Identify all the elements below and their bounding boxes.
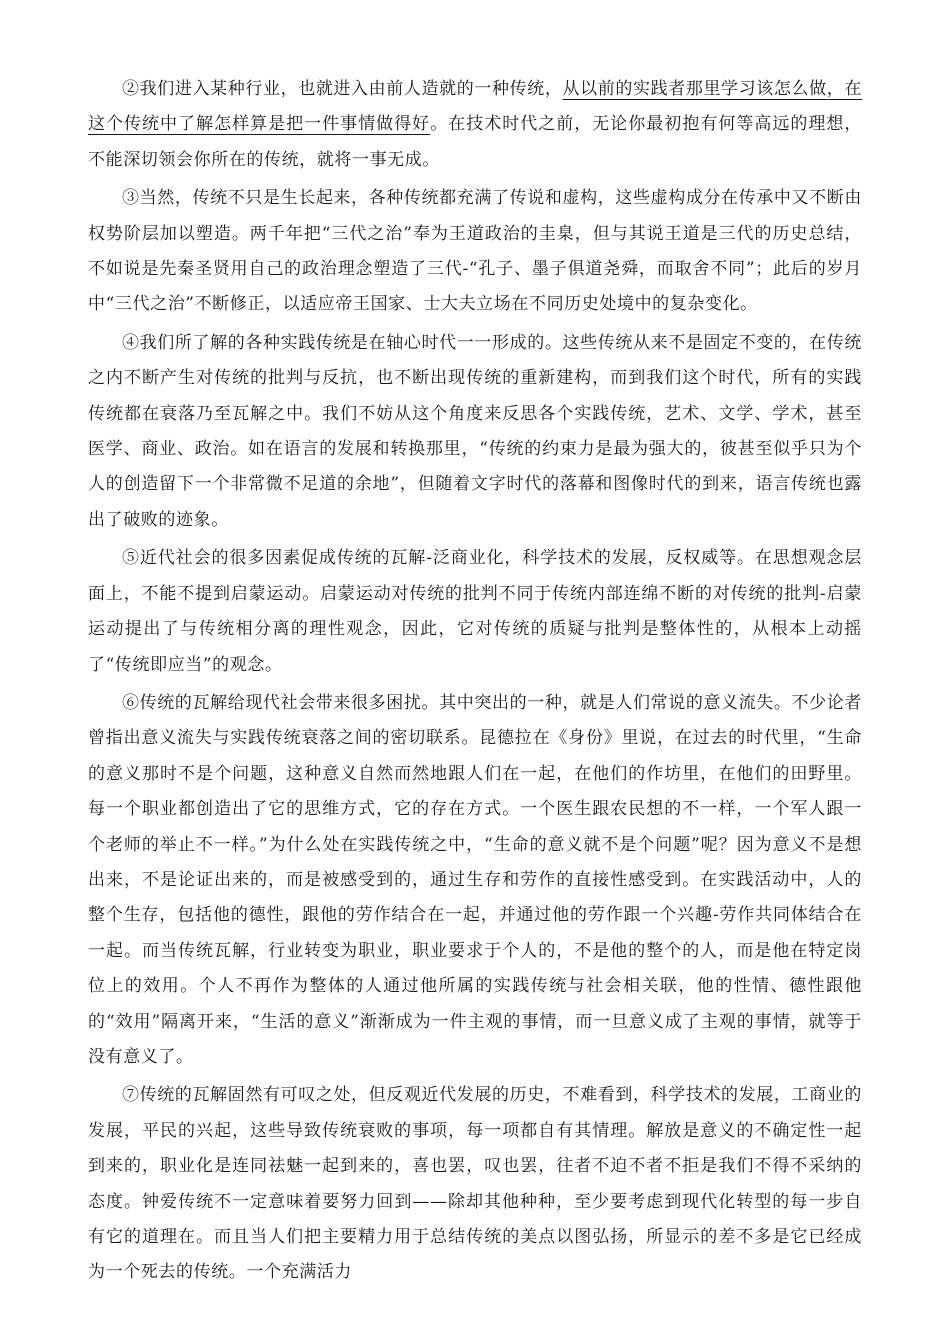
paragraph-7: ⑦传统的瓦解固然有可叹之处，但反观近代发展的历史，不难看到，科学技术的发展，工商业的发展，平民的兴起，这些导致传统衰败的事项，每一项都自有其情理。解放是意义的不确定性一起到来的，职业化是连同祛魅一起到来的，喜也罢，叹也罢，往者不迫不者不拒是我们不得不采纳的态度。钟爱传统不一定意味着要努力回到——除却其他种种，至少要考虑到现代化转型的每一步自有它的道理在。而且当人们把主要精力用于总结传统的美点以图弘扬，所显示的差不多是它已经成为一个死去的传统。一个充满活力 [88,1085,862,1283]
paragraph-2-underlined-sentence: 从以前的实践者那里学习该怎么做，在这个传统中了解怎样算是把一件事情做得好 [88,79,862,135]
paragraph-4: ④我们所了解的各种实践传统是在轴心时代一一形成的。这些传统从来不是固定不变的，在传统之内不断产生对传统的批判与反抗，也不断出现传统的重新建构，而到我们这个时代，所有的实践传统都在衰落乃至瓦解之中。我们不妨从这个角度来反思各个实践传统，艺术、文学、学术，甚至医学、商业、政治。如在语言的发展和转换那里，“传统的约束力是最为强大的，彼甚至似乎只为个人的创造留下一个非常微不足道的余地”，但随着文字时代的落幕和图像时代的到来，语言传统也露出了破败的迹象。 [88,332,862,530]
paragraph-6: ⑥传统的瓦解给现代社会带来很多困扰。其中突出的一种，就是人们常说的意义流失。不少论者曾指出意义流失与实践传统衰落之间的密切联系。昆德拉在《身份》里说，在过去的时代里，“生命的意义那时不是个问题，这种意义自然而然地跟人们在一起，在他们的作坊里，在他们的田野里。每一个职业都创造出了它的思维方式，它的存在方式。一个医生跟农民想的不一样，一个军人跟一个老师的举止不一样。”为什么处在实践传统之中，“生命的意义就不是个问题”呢？因为意义不是想出来，不是论证出来的，而是被感受到的，通过生存和劳作的直接性感受到。在实践活动中，人的整个生存，包括他的德性，跟他的劳作结合在一起，并通过他的劳作跟一个兴趣-劳作共同体结合在一起。而当传统瓦解，行业转变为职业，职业要求于个人的，不是他的整个的人，而是他在特定岗位上的效用。个人不再作为整体的人通过他所属的实践传统与社会相关联，他的性情、德性跟他的“效用”隔离开来，“生活的意义”渐渐成为一件主观的事情，而一旦意义成了主观的事情，就等于没有意义了。 [88,692,862,1067]
paragraph-3: ③当然，传统不只是生长起来，各种传统都充满了传说和虚构，这些虚构成分在传承中又不断由权势阶层加以塑造。两千年把“三代之治”奉为王道政治的圭臬，但与其说王道是三代的历史总结，不如说是先秦圣贤用自己的政治理念塑造了三代-“孔子、墨子俱道尧舜，而取舍不同”；此后的岁月中“三代之治”不断修正，以适应帝王国家、士大夫立场在不同历史处境中的复杂变化。 [88,188,862,315]
paragraph-2 [88,72,862,178]
paragraph-2-tail: 。在技术时代之前，无论你最初抱有何等高远的理想，不能深切领会你所在的传统，就将一事无成。 [88,114,862,170]
paragraph-5: ⑤近代社会的很多因素促成传统的瓦解-泛商业化，科学技术的发展，反权威等。在思想观念层面上，不能不提到启蒙运动。启蒙运动对传统的批判不同于传统内部连绵不断的对传统的批判-启蒙运动提出了与传统相分离的理性观念，因此，它对传统的质疑与批判是整体性的，从根本上动摇了“传统即应当”的观念。 [88,548,862,675]
document-page [88,72,862,1294]
paragraph-2-lead: ②我们进入某种行业，也就进入由前人造就的一种传统， [122,79,563,99]
